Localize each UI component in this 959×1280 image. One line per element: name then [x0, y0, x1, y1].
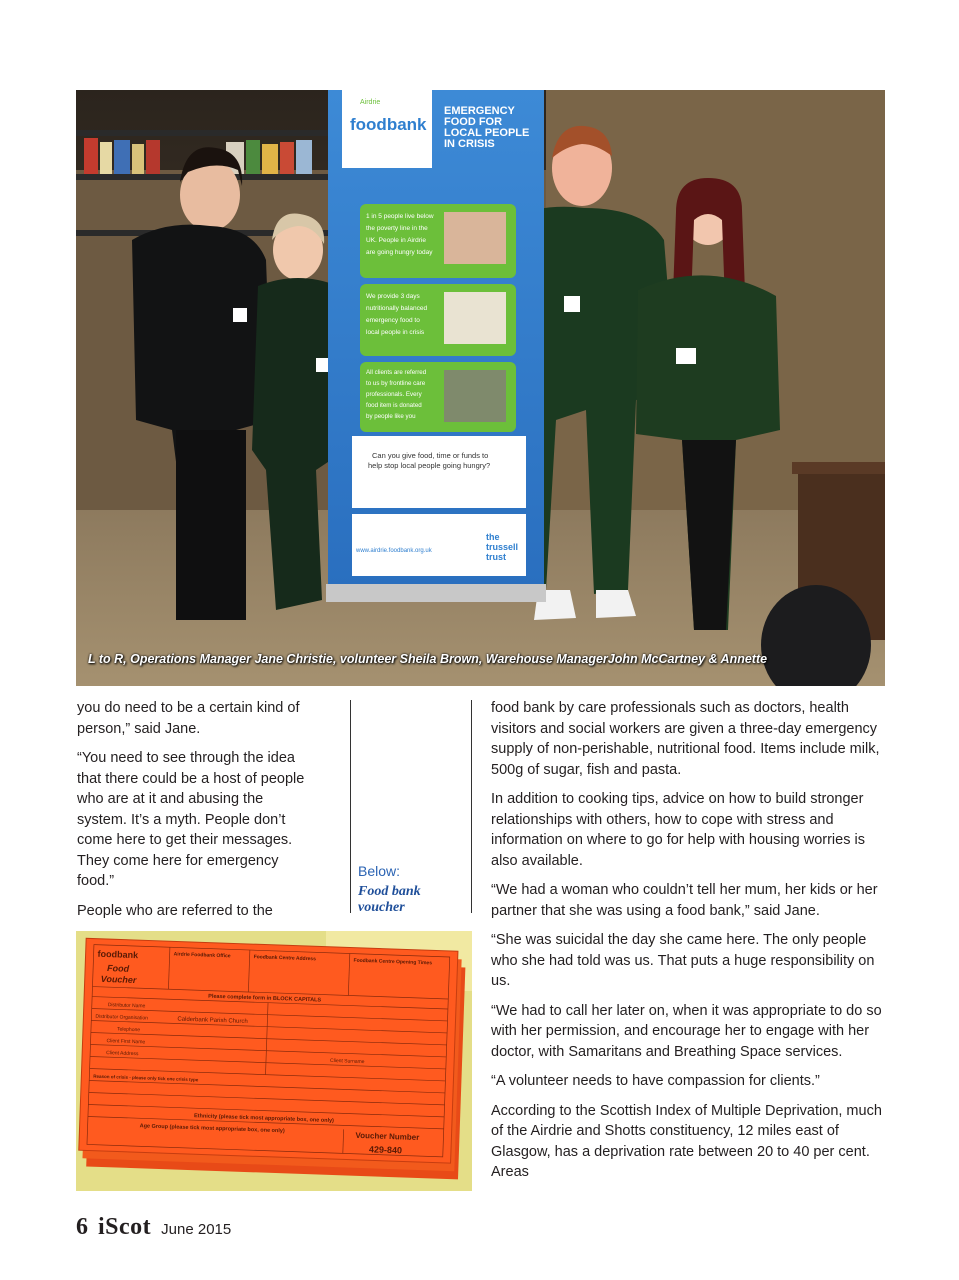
banner-headline-2: FOOD FOR	[444, 116, 503, 128]
column-right	[491, 698, 883, 1192]
voucher-organisation-label: Distributor Organisation	[95, 1013, 149, 1022]
banner-appeal-line2: help stop local people going hungry?	[368, 461, 491, 470]
banner-panel2-line3: emergency food to	[366, 317, 420, 324]
banner-panel3-line2: to us by frontline care	[366, 380, 426, 387]
banner-panel2-line2: nutritionally balanced	[366, 305, 428, 312]
banner-brand: foodbank	[350, 115, 427, 134]
voucher-distributor-label: Distributor Name	[107, 1002, 146, 1010]
voucher-client-surname-label: Client Surname	[329, 1057, 365, 1066]
voucher-age-label: Age Group (please tick most appropriate box, one only)	[139, 1123, 285, 1135]
banner-headline-4: IN CRISIS	[444, 138, 495, 150]
banner-trust-2: trussell	[486, 542, 519, 552]
sidebar-title: Food bank voucher	[358, 884, 421, 915]
voucher-hours-heading: Foodbank Centre Opening Times	[353, 957, 433, 967]
banner-url: www.airdrie.foodbank.org.uk	[356, 548, 432, 554]
right-paragraph-2: In addition to cooking tips, advice on how to build stronger relationships with others, how to cope with stress and information on where to go for help with housing worries is also available.	[491, 791, 865, 869]
banner-trust-3: trust	[486, 552, 506, 562]
banner-panel1-line2: the poverty line in the	[366, 225, 428, 232]
banner-appeal-line1: Can you give food, time or funds to	[372, 451, 489, 460]
voucher-client-address-label: Client Address	[106, 1050, 139, 1058]
banner-panel3-line5: by people like you	[366, 413, 416, 420]
voucher-photo	[76, 931, 472, 1191]
right-paragraph-5: “We had to call her later on, when it was appropriate to do so with her permission, and encourage her to engage with her doctor, with Samaritans and Breathing Space services.	[491, 1002, 882, 1060]
voucher-reasons-label: Reason of crisis - please only tick one crisis type	[93, 1073, 199, 1083]
right-paragraph-7: According to the Scottish Index of Multiple Deprivation, much of the Airdrie and Shotts constituency, 12 miles east of Glasgow, has a deprivation rate between 20 to 40 per cent. Areas	[491, 1102, 882, 1180]
banner-panel2-line4: local people in crisis	[366, 329, 425, 336]
banner-panel3-line3: professionals. Every	[366, 391, 422, 398]
sidebar-rule-left	[350, 700, 351, 913]
left-paragraph-2: “You need to see through the idea that there could be a host of people who are at it and abusing the system. It’s a myth. People don’t come here to get their messages. They come here for emergency food.”	[77, 750, 305, 889]
voucher-client-name-label: Client First Name	[106, 1038, 146, 1046]
banner-panel1-line1: 1 in 5 people live below	[366, 213, 434, 220]
foodbank-banner	[326, 90, 546, 602]
voucher-ethnicity-label: Ethnicity (please tick most appropriate box, one only)	[193, 1113, 335, 1125]
photo-scene	[76, 90, 885, 686]
banner-panel2-line1: We provide 3 days	[366, 293, 420, 300]
page-footer	[76, 1214, 231, 1246]
right-paragraph-3: “We had a woman who couldn’t tell her mum, her kids or her partner that she was using a food bank,” said Jane.	[491, 882, 878, 919]
sidebar-label: Below:	[358, 863, 401, 879]
voucher-brand: foodbank	[97, 948, 139, 961]
page-number: 6	[76, 1214, 88, 1240]
sidebar-rule-right	[471, 700, 472, 913]
magazine-logo: iScot	[98, 1214, 152, 1240]
right-paragraph-4: “She was suicidal the day she came here. The only people who she had told was us. That puts a huge responsibility on us.	[491, 932, 875, 989]
left-paragraph-3: People who are referred to the	[77, 902, 273, 919]
voucher-title-2: Voucher	[100, 973, 137, 986]
banner-headline-1: EMERGENCY	[444, 105, 515, 117]
left-paragraph-1: you do need to be a certain kind of person,” said Jane.	[77, 700, 300, 737]
issue-date: June 2015	[161, 1221, 232, 1238]
banner-panel1-line4: are going hungry today	[366, 249, 433, 256]
voucher-number: 429-840	[368, 1144, 403, 1156]
banner-panel3-line1: All clients are referred	[366, 369, 427, 376]
banner-panel3-line4: food item is donated	[366, 402, 422, 409]
banner-panel1-line3: UK. People in Airdrie	[366, 237, 426, 244]
top-photo	[76, 90, 885, 686]
column-left	[77, 698, 309, 930]
voucher-office-heading: Airdrie Foodbank Office	[173, 951, 231, 960]
voucher-telephone-label: Telephone	[116, 1026, 141, 1034]
banner-headline-3: LOCAL PEOPLE	[444, 127, 530, 139]
voucher-organisation-value: Calderbank Parish Church	[177, 1016, 248, 1025]
voucher-centre-heading: Foodbank Centre Address	[253, 954, 317, 963]
banner-brand-small: Airdrie	[360, 99, 381, 106]
voucher-title-1: Food	[106, 963, 130, 974]
right-paragraph-6: “A volunteer needs to have compassion for clients.”	[491, 1073, 820, 1089]
voucher-instruction: Please complete form in BLOCK CAPITALS	[208, 993, 322, 1004]
right-paragraph-1: food bank by care professionals such as doctors, health visitors and social workers are given a three-day emergency supply of non-perishable, nutritional food. Items include milk, 500g of sugar, fish and pasta.	[491, 700, 880, 778]
voucher-number-label: Voucher Number	[355, 1130, 420, 1143]
photo-caption: L to R, Operations Manager Jane Christie, volunteer Sheila Brown, Warehouse ManagerJohn McCartney & Annette	[88, 652, 768, 666]
voucher-scene	[76, 931, 472, 1191]
banner-trust-1: the	[486, 532, 500, 542]
